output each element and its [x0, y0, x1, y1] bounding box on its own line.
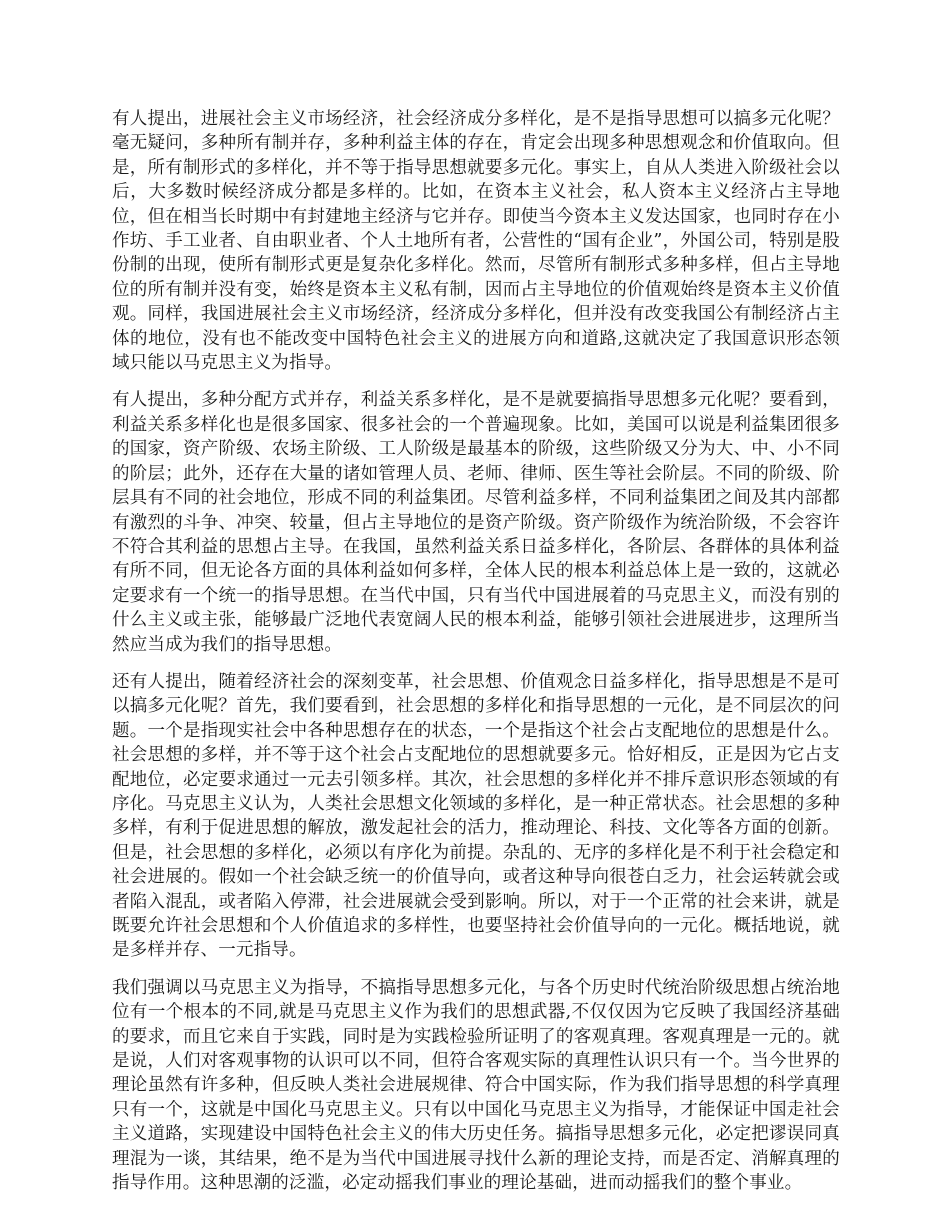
- paragraph-marxism-guidance: 我们强调以马克思主义为指导，不搞指导思想多元化，与各个历史时代统治阶级思想占统治地位有一个根本的不同,就是马克思主义作为我们的思想武器,不仅仅因为它反映了我国经济基础的要求，而且它来自于实践，同时是为实践检验所证明了的客观真理。客观真理是一元的。就是说，人们对客观事物的认识可以不同，但符合客观实际的真理性认识只有一个。当今世界的理论虽然有许多种，但反映人类社会进展规律、符合中国实际，作为我们指导思想的科学真理只有一个，这就是中国化马克思主义。只有以中国化马克思主义为指导，才能保证中国走社会主义道路，实现建设中国特色社会主义的伟大历史任务。搞指导思想多元化，必定把谬误同真理混为一谈，其结果，绝不是为当代中国进展寻找什么新的理论支持，而是否定、消解真理的指导作用。这种思潮的泛滥，必定动摇我们事业的理论基础，进而动摇我们的整个事业。: [112, 977, 840, 1194]
- paragraph-social-thought-diversity: 还有人提出，随着经济社会的深刻变革，社会思想、价值观念日益多样化，指导思想是不是可以搞多元化呢？首先，我们要看到，社会思想的多样化和指导思想的一元化，是不同层次的问题。一个是指现实社会中各种思想存在的状态，一个是指这个社会占支配地位的思想是什么。社会思想的多样，并不等于这个社会占支配地位的思想就要多元。恰好相反，正是因为它占支配地位，必定要求通过一元去引领多样。其次，社会思想的多样化并不排斥意识形态领域的有序化。马克思主义认为，人类社会思想文化领域的多样化，是一种正常状态。社会思想的多种多样，有利于促进思想的解放，激发起社会的活力，推动理论、科技、文化等各方面的创新。但是，社会思想的多样化，必须以有序化为前提。杂乱的、无序的多样化是不利于社会稳定和社会进展的。假如一个社会缺乏统一的价值导向，或者这种导向很苍白乏力，社会运转就会或者陷入混乱，或者陷入停滞，社会进展就会受到影响。所以，对于一个正常的社会来讲，就是既要允许社会思想和个人价值追求的多样性，也要坚持社会价值导向的一元化。概括地说，就是多样并存、一元指导。: [112, 671, 840, 961]
- paragraph-interest-diversity: 有人提出，多种分配方式并存，利益关系多样化，是不是就要搞指导思想多元化呢？要看到，利益关系多样化也是很多国家、很多社会的一个普遍现象。比如，美国可以说是利益集团很多的国家，资产阶级、农场主阶级、工人阶级是最基本的阶级，这些阶级又分为大、中、小不同的阶层；此外，还存在大量的诸如管理人员、老师、律师、医生等社会阶层。不同的阶级、阶层具有不同的社会地位，形成不同的利益集团。尽管利益多样，不同利益集团之间及其内部都有激烈的斗争、冲突、较量，但占主导地位的是资产阶级。资产阶级作为统治阶级，不会容许不符合其利益的思想占主导。在我国，虽然利益关系日益多样化，各阶层、各群体的具体利益有所不同，但无论各方面的具体利益如何多样，全体人民的根本利益总体上是一致的，这就必定要求有一个统一的指导思想。在当代中国，只有当代中国进展着的马克思主义，而没有别的什么主义或主张，能够最广泛地代表宽阔人民的根本利益，能够引领社会进展进步，这理所当然应当成为我们的指导思想。: [112, 390, 840, 655]
- document-body: [112, 107, 840, 1208]
- paragraph-economic-diversity: 有人提出，进展社会主义市场经济，社会经济成分多样化，是不是指导思想可以搞多元化呢？毫无疑问，多种所有制并存，多种利益主体的存在，肯定会出现多种思想观念和价值取向。但是，所有制形式的多样化，并不等于指导思想就要多元化。事实上，自从人类进入阶级社会以后，大多数时候经济成分都是多样的。比如，在资本主义社会，私人资本主义经济占主导地位，但在相当长时期中有封建地主经济与它并存。即使当今资本主义发达国家，也同时存在小作坊、手工业者、自由职业者、个人土地所有者，公营性的“国有企业”，外国公司，特别是股份制的出现，使所有制形式更是复杂化多样化。然而，尽管所有制形式多种多样，但占主导地位的所有制并没有变，始终是资本主义私有制，因而占主导地位的价值观始终是资本主义价值观。同样，我国进展社会主义市场经济，经济成分多样化，但并没有改变我国公有制经济占主体的地位，没有也不能改变中国特色社会主义的进展方向和道路,这就决定了我国意识形态领域只能以马克思主义为指导。: [112, 109, 840, 374]
